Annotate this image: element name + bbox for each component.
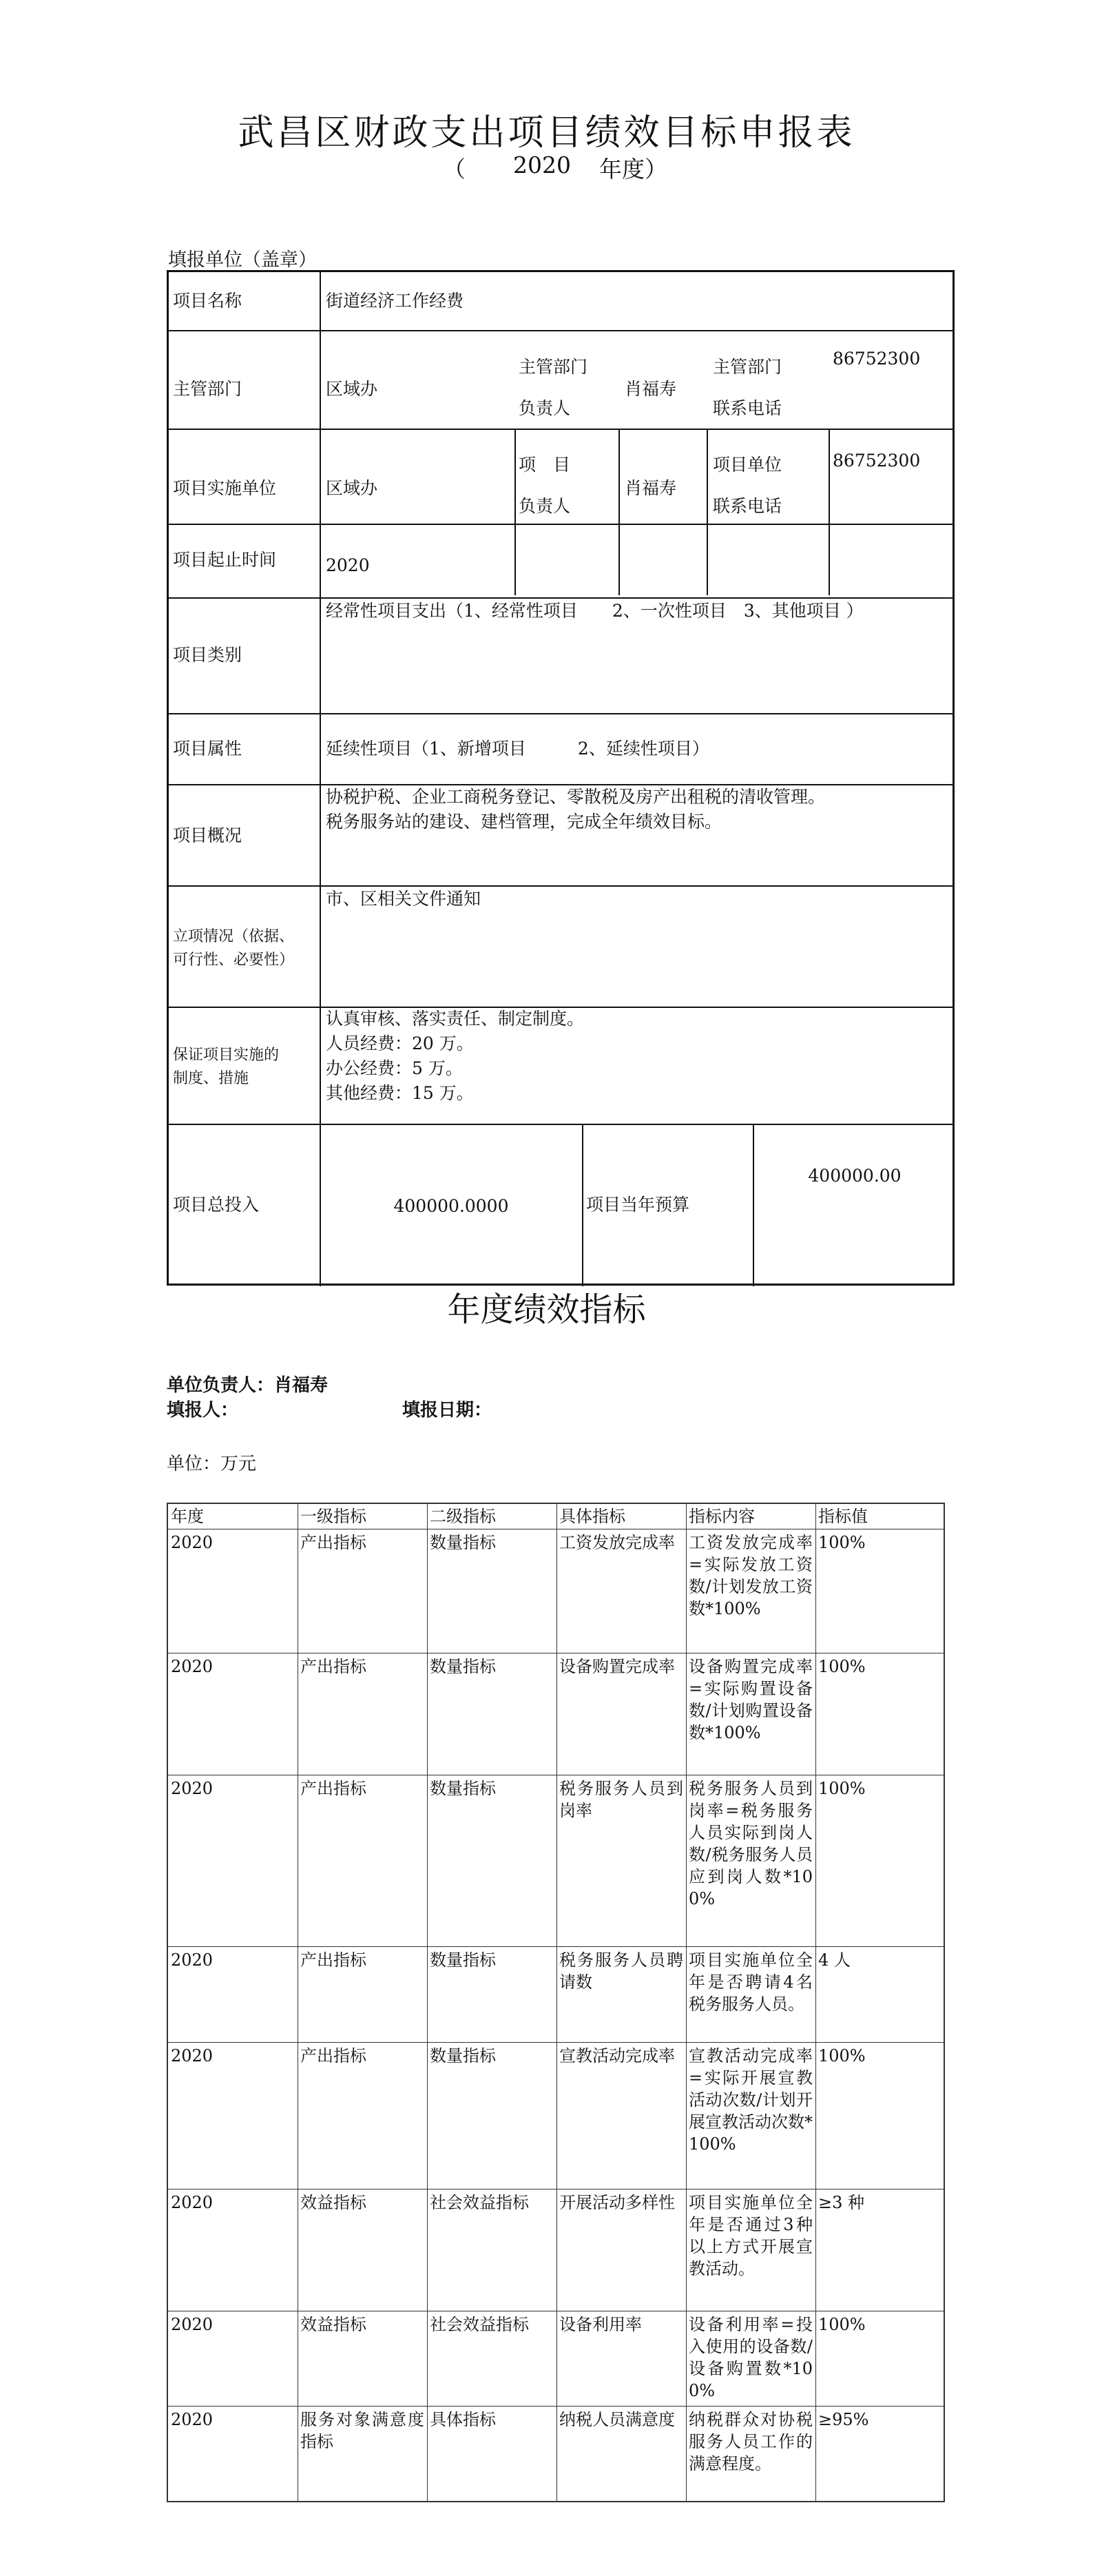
row-year: 2020 (171, 1533, 214, 1552)
row-specific: 工资发放完成率 (559, 1533, 675, 1552)
project-name-label: 项目名称 (173, 291, 242, 311)
row-level1: 服务对象满意度指标 (300, 2410, 424, 2451)
category-label: 项目类别 (173, 645, 242, 665)
supervisor-head-label: 主管部门 (519, 357, 588, 377)
row-level2: 社会效益指标 (430, 2315, 529, 2334)
attribute: 延续性项目（1、新增项目 2、延续性项目） (326, 739, 709, 759)
period-label: 项目起止时间 (173, 550, 277, 570)
filler-label: 填报人： (167, 1400, 239, 1421)
supervisor-head-label-2: 负责人 (519, 398, 571, 418)
row-specific: 宣教活动完成率 (559, 2046, 675, 2065)
row-content: 宣教活动完成率=实际开展宣教活动次数/计划开展宣教活动次数*100% (689, 2046, 813, 2154)
row-specific: 开展活动多样性 (559, 2193, 675, 2212)
approval-label: 立项情况（依据、 (173, 928, 295, 945)
supervisor-phone-label: 主管部门 (713, 357, 782, 377)
subtitle-year: 2020 (513, 152, 571, 178)
overview-line: 税务服务站的建设、建档管理，完成全年绩效目标。 (326, 812, 722, 832)
supervisor-dept: 区域办 (326, 379, 378, 399)
row-level2: 数量指标 (430, 2046, 496, 2065)
col-header-specific: 具体指标 (559, 1507, 625, 1526)
period: 2020 (326, 555, 370, 575)
annual-budget: 400000.00 (808, 1166, 902, 1186)
row-level1: 产出指标 (300, 2046, 366, 2065)
row-value: 100% (818, 1533, 866, 1552)
row-year: 2020 (171, 1657, 214, 1676)
total-invest: 400000.0000 (393, 1196, 509, 1216)
project-phone-label-2: 联系电话 (713, 496, 782, 516)
row-level1: 产出指标 (300, 1779, 366, 1798)
row-content: 工资发放完成率=实际发放工资数/计划发放工资数*100% (689, 1533, 813, 1618)
row-year: 2020 (171, 2193, 214, 2212)
row-year: 2020 (171, 2410, 214, 2429)
row-specific: 纳税人员满意度 (559, 2410, 675, 2429)
total-invest-label: 项目总投入 (173, 1195, 260, 1215)
row-level1: 效益指标 (300, 2193, 366, 2212)
row-specific: 设备利用率 (559, 2315, 642, 2334)
project-head: 肖福寿 (625, 478, 677, 498)
row-value: ≥3 种 (818, 2193, 865, 2212)
category: 经常性项目支出（1、经常性项目 2、一次性项目 3、其他项目 ） (326, 601, 864, 621)
guarantee-line: 人员经费：20 万。 (326, 1033, 474, 1053)
project-phone: 86752300 (833, 451, 921, 471)
row-value: 100% (818, 2046, 866, 2065)
guarantee-line: 办公经费：5 万。 (326, 1058, 463, 1078)
supervisor-phone: 86752300 (833, 349, 921, 369)
row-specific: 设备购置完成率 (559, 1657, 675, 1676)
row-level1: 产出指标 (300, 1533, 366, 1552)
project-name: 街道经济工作经费 (326, 291, 464, 311)
col-header-content: 指标内容 (689, 1507, 755, 1526)
supervisor-dept-label: 主管部门 (173, 379, 242, 399)
subtitle-paren: （ (443, 156, 466, 183)
attribute-label: 项目属性 (173, 739, 242, 759)
row-value: 4 人 (818, 1950, 851, 1970)
row-level2: 具体指标 (430, 2410, 496, 2429)
guarantee-label: 保证项目实施的 (173, 1047, 280, 1064)
year-subtitle (0, 152, 1093, 186)
row-year: 2020 (171, 1950, 214, 1970)
row-content: 设备购置完成率=实际购置设备数/计划购置设备数*100% (689, 1657, 813, 1742)
supervisor-phone-label-2: 联系电话 (713, 398, 782, 418)
row-level1: 产出指标 (300, 1657, 366, 1676)
impl-unit-label: 项目实施单位 (173, 478, 277, 498)
row-value: 100% (818, 2315, 866, 2334)
row-specific: 税务服务人员聘请数 (559, 1950, 683, 1992)
row-content: 项目实施单位全年是否聘请4名税务服务人员。 (689, 1950, 813, 2014)
row-specific: 税务服务人员到岗率 (559, 1779, 683, 1820)
col-header-level2: 二级指标 (430, 1507, 496, 1526)
col-header-level1: 一级指标 (300, 1507, 366, 1526)
row-content: 纳税群众对协税服务人员工作的满意程度。 (689, 2410, 813, 2473)
row-level2: 数量指标 (430, 1657, 496, 1676)
row-level2: 社会效益指标 (430, 2193, 529, 2212)
row-content: 税务服务人员到岗率=税务服务人员实际到岗人数/税务服务人员应到岗人数*100% (689, 1779, 813, 1908)
page-title: 武昌区财政支出项目绩效目标申报表 (238, 112, 855, 154)
impl-unit: 区域办 (326, 478, 378, 498)
unit-head: 单位负责人：肖福寿 (167, 1375, 329, 1396)
fill-unit-label: 填报单位（盖章） (168, 249, 317, 271)
row-level1: 效益指标 (300, 2315, 366, 2334)
col-header-value: 指标值 (818, 1507, 868, 1526)
approval: 市、区相关文件通知 (326, 889, 481, 909)
row-level2: 数量指标 (430, 1779, 496, 1798)
application-form-table (167, 270, 955, 1286)
col-header-year: 年度 (171, 1507, 204, 1526)
approval-label-2: 可行性、必要性） (173, 951, 295, 969)
row-value: 100% (818, 1779, 866, 1798)
guarantee-label-2: 制度、措施 (173, 1070, 249, 1087)
indicator-table (167, 1503, 945, 2502)
perf-heading: 年度绩效指标 (447, 1290, 646, 1329)
row-level2: 数量指标 (430, 1950, 496, 1970)
overview-label: 项目概况 (173, 825, 242, 845)
row-year: 2020 (171, 2315, 214, 2334)
guarantee-line: 其他经费：15 万。 (326, 1083, 474, 1103)
annual-budget-label: 项目当年预算 (586, 1195, 690, 1215)
supervisor-head: 肖福寿 (625, 379, 677, 399)
guarantee-line: 认真审核、落实责任、制定制度。 (326, 1009, 585, 1029)
project-phone-label: 项目单位 (713, 455, 782, 475)
row-value: 100% (818, 1657, 866, 1676)
row-value: ≥95% (818, 2410, 869, 2429)
row-content: 项目实施单位全年是否通过3种以上方式开展宣教活动。 (689, 2193, 813, 2278)
row-content: 设备利用率=投入使用的设备数/设备购置数*100% (689, 2315, 813, 2400)
project-head-label-2: 负责人 (519, 496, 571, 516)
row-year: 2020 (171, 2046, 214, 2065)
row-year: 2020 (171, 1779, 214, 1798)
subtitle-year-suffix: 年度） (599, 156, 667, 183)
row-level2: 数量指标 (430, 1533, 496, 1552)
row-level1: 产出指标 (300, 1950, 366, 1970)
project-head-label: 项 目 (519, 455, 571, 475)
unit-label: 单位：万元 (167, 1454, 257, 1474)
fill-date-label: 填报日期： (402, 1400, 492, 1421)
overview-line: 协税护税、企业工商税务登记、零散税及房产出租税的清收管理。 (326, 787, 826, 807)
